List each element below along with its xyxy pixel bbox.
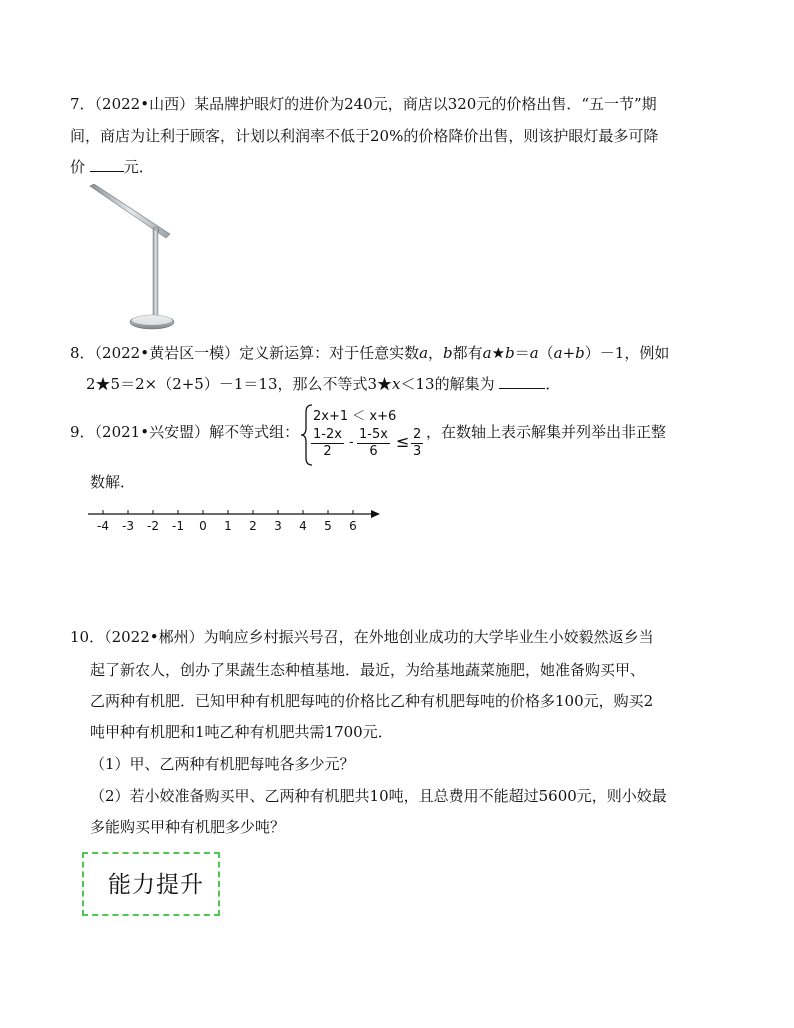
- q7-answer-blank: [90, 157, 124, 172]
- number-line-label: 4: [299, 519, 307, 533]
- q8-var-x: x: [392, 375, 401, 393]
- desk-lamp-icon: [86, 184, 176, 334]
- section-title: 能力提升: [108, 872, 204, 898]
- q9-frac1-den: 2: [323, 444, 332, 459]
- q8-line1-text-b: 都有: [452, 344, 483, 362]
- q8-line2-end: ．: [545, 375, 561, 393]
- q9-fraction-1: [311, 427, 344, 460]
- number-line-label: 1: [224, 519, 232, 533]
- number-line-label: -2: [147, 519, 159, 533]
- q10-part1: （1）甲、乙两种有机肥每吨各多少元？: [90, 755, 355, 773]
- q9-fraction-2: [357, 427, 390, 460]
- number-line: [86, 503, 386, 537]
- q7-line1: 7．（2022•山西）某品牌护眼灯的进价为240元，商店以320元的价格出售．“五一节”期: [70, 95, 657, 113]
- arrow-right-icon: [371, 510, 380, 518]
- number-line-label: 3: [274, 519, 282, 533]
- q8-line1: [70, 343, 669, 363]
- number-line-label: 5: [324, 519, 332, 533]
- q8-var-b: b: [443, 344, 453, 362]
- q8-line2-text-b: ＜13的解集为: [400, 375, 500, 393]
- q9-frac2-den: 6: [369, 444, 378, 459]
- number-line-label: 6: [349, 519, 357, 533]
- q9-frac3-num: 2: [413, 427, 422, 442]
- q7-line3-pre: 价: [70, 158, 90, 176]
- q9-frac1-num: 1-2x: [313, 427, 342, 442]
- q7-line3: [70, 157, 154, 177]
- q9-minus: -: [349, 435, 354, 450]
- q10-part2-line1: （2）若小姣准备购买甲、乙两种有机肥共10吨，且总费用不能超过5600元，则小姣最: [90, 787, 667, 805]
- number-line-label: -4: [97, 519, 109, 533]
- star-icon: ★: [491, 344, 506, 362]
- q9-line2: 数解．: [90, 473, 136, 491]
- q10-line2: 起了新农人，创办了果蔬生态种植基地．最近，为给基地蔬菜施肥，她准备购买甲、: [90, 661, 646, 679]
- number-line-label: -3: [122, 519, 134, 533]
- q9-inequality-1: 2x+1 ＜ x+6: [313, 409, 397, 424]
- q8-expr-b: b: [505, 344, 515, 362]
- q7-line3-post: 元．: [123, 158, 154, 176]
- q8-expr-c: a: [529, 344, 539, 362]
- number-line-label: 2: [249, 519, 257, 533]
- q9-prefix: 9．（2021•兴安盟）解不等式组：: [70, 423, 300, 441]
- q8-line2: [86, 374, 560, 394]
- q8-answer-blank: [499, 374, 545, 389]
- q8-expr-paren: （: [538, 344, 554, 362]
- q10-line3: 乙两种有机肥．已知甲种有机肥每吨的价格比乙种有机肥每吨的价格多100元，购买2: [90, 692, 654, 710]
- q8-expr-a: a: [482, 344, 492, 362]
- q9-fraction-3: [411, 427, 423, 460]
- q10-line1: 10．（2022•郴州）为响应乡村振兴号召，在外地创业成功的大学毕业生小姣毅然返乡当: [70, 628, 654, 646]
- q9-frac2-num: 1-5x: [359, 427, 388, 442]
- q9-suffix: ，在数轴上表示解集并列举出非正整: [426, 423, 667, 441]
- q8-var-a: a: [419, 344, 429, 362]
- q7-line2: 间，商店为让利于顾客，计划以利润率不低于20%的价格降价出售，则该护眼灯最多可降: [70, 127, 659, 145]
- q8-expr-eq: ＝: [514, 344, 530, 362]
- q8-expr-sum: a+b: [553, 344, 585, 362]
- number-line-label: 0: [199, 519, 207, 533]
- section-header-box: [82, 852, 220, 916]
- q8-line1-text-a: 8．（2022•黄岩区一模）定义新运算：对于任意实数: [70, 344, 420, 362]
- q8-line2-text-a: 2★5＝2×（2+5）－1＝13，那么不等式3★: [86, 375, 393, 393]
- q8-expr-tail: ）－1，例如: [584, 344, 670, 362]
- number-line-label: -1: [172, 519, 184, 533]
- q8-comma: ，: [428, 344, 444, 362]
- q10-part2-line2: 多能购买甲种有机肥多少吨？: [90, 818, 286, 836]
- q9-frac3-den: 3: [413, 444, 422, 459]
- q9-leq: ≤: [396, 432, 410, 451]
- q10-line4: 吨甲种有机肥和1吨乙种有机肥共需1700元．: [90, 723, 393, 741]
